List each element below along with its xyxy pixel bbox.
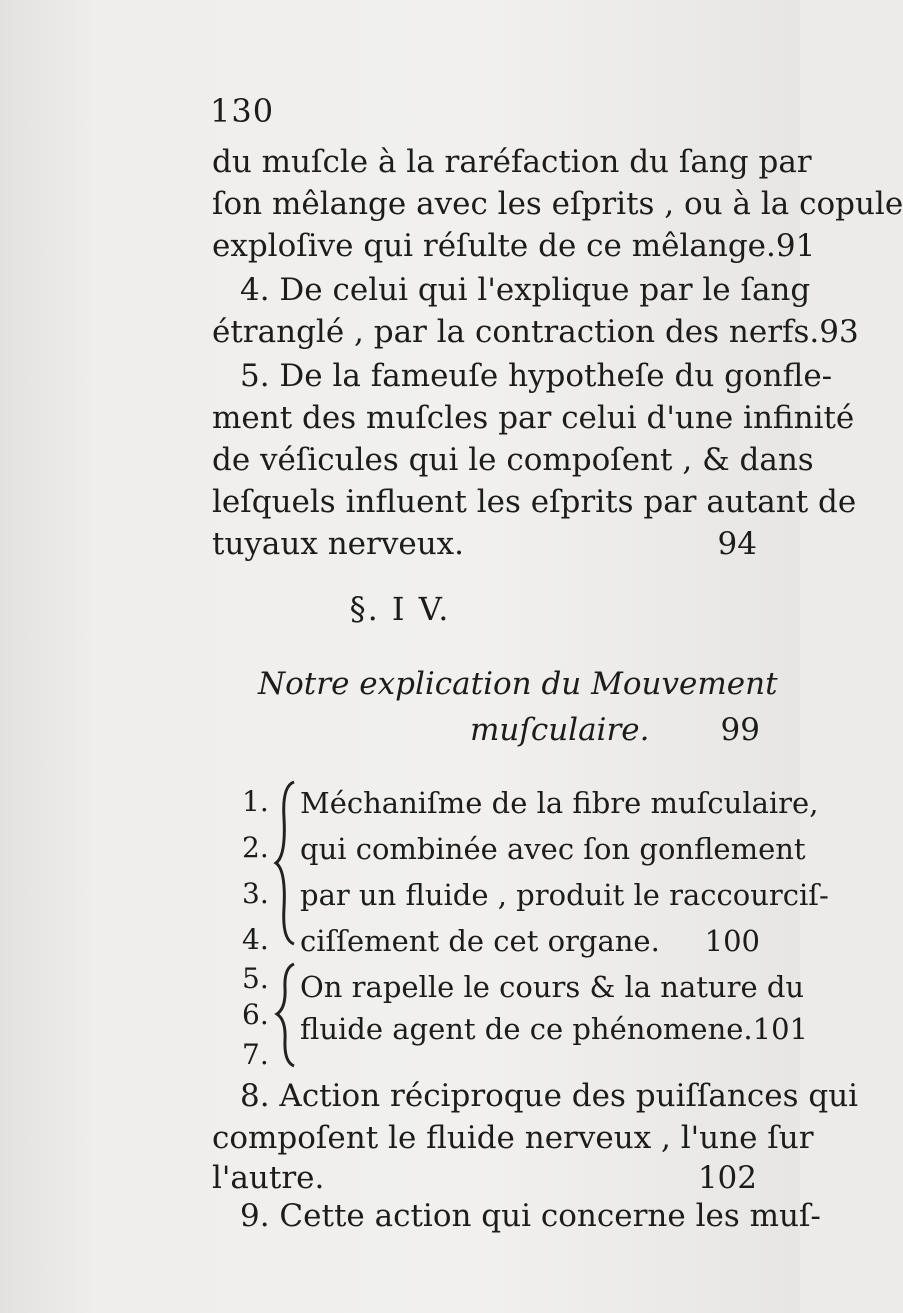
text-line: ment des muſcles par celui d'une infinité bbox=[212, 400, 855, 436]
toc-page: 91 bbox=[775, 228, 816, 264]
toc-text: exploſive qui réſulte de ce mêlange. bbox=[212, 228, 776, 264]
toc-text: fluide agent de ce phénomene. bbox=[300, 1012, 753, 1046]
toc-line bbox=[470, 710, 760, 750]
toc-line bbox=[300, 922, 760, 960]
text-line: compoſent le fluide nerveux , l'une ſur bbox=[212, 1120, 814, 1156]
item-number: 7. bbox=[242, 1038, 269, 1071]
text-line: 8. Action réciproque des puiſſances qui bbox=[240, 1078, 859, 1114]
toc-page: 100 bbox=[704, 924, 760, 958]
text-line: 9. Cette action qui concerne les muſ- bbox=[240, 1198, 821, 1234]
item-number: 3. bbox=[242, 877, 269, 910]
item-number: 2. bbox=[242, 831, 269, 864]
toc-page: 93 bbox=[819, 314, 859, 350]
toc-text: ciſſement de cet organe. bbox=[300, 924, 660, 958]
toc-page: 94 bbox=[717, 526, 757, 562]
text-line: du muſcle à la raréfaction du ſang par bbox=[212, 144, 812, 180]
toc-line bbox=[300, 1010, 808, 1048]
toc-text: étranglé , par la contraction des nerfs. bbox=[212, 314, 820, 350]
text-line: ſon mêlange avec les eſprits , ou à la copule bbox=[212, 186, 903, 222]
text-line: Méchaniſme de la fibre muſculaire, bbox=[300, 786, 819, 820]
toc-line bbox=[212, 1158, 757, 1198]
toc-line bbox=[212, 312, 859, 352]
item-number: 4. bbox=[242, 923, 269, 956]
toc-page: 99 bbox=[720, 712, 760, 748]
text-line: On rapelle le cours & la nature du bbox=[300, 970, 805, 1004]
text-line: 4. De celui qui l'explique par le ſang bbox=[240, 272, 811, 308]
toc-page: 101 bbox=[752, 1012, 808, 1046]
item-number: 5. bbox=[242, 962, 269, 995]
text-line: leſquels influent les eſprits par autant de bbox=[212, 484, 857, 520]
toc-text: tuyaux nerveux. bbox=[212, 526, 465, 562]
toc-line bbox=[212, 226, 816, 266]
left-brace-icon bbox=[272, 778, 300, 948]
left-brace-icon bbox=[272, 960, 300, 1070]
section-title: Notre explication du Mouvement bbox=[258, 666, 778, 702]
text-line: 5. De la fameuſe hypotheſe du gonfle- bbox=[240, 358, 833, 394]
toc-text: l'autre. bbox=[212, 1160, 325, 1196]
toc-line bbox=[212, 524, 757, 564]
text-line: par un fluide , produit le raccourciſ- bbox=[300, 878, 829, 912]
section-heading: §. I V. bbox=[349, 590, 451, 628]
text-line: qui combinée avec ſon gonflement bbox=[300, 832, 806, 866]
toc-page: 102 bbox=[697, 1160, 757, 1196]
item-number: 6. bbox=[242, 998, 269, 1031]
page-number: 130 bbox=[210, 92, 275, 130]
item-number: 1. bbox=[242, 785, 269, 818]
text-line: de véſicules qui le compoſent , & dans bbox=[212, 442, 814, 478]
section-title-cont: muſculaire. bbox=[470, 712, 650, 748]
